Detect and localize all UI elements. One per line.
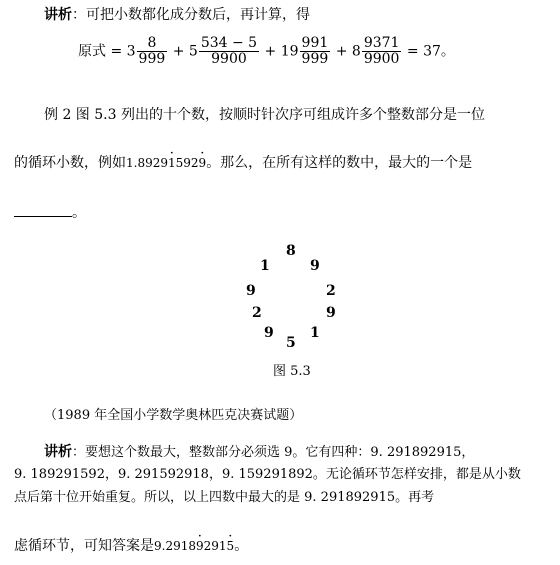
example-line-3: 。: [14, 202, 86, 222]
figure-number: 9: [246, 283, 256, 299]
source-note: （1989 年全国小学数学奥林匹克决赛试题）: [44, 408, 303, 423]
example-line-1: 例 2 图 5.3 列出的十个数，按顺时针次序可组成许多个整数部分是一位: [44, 107, 485, 123]
analysis2-line-3: 点后第十位开始重复。所以，以上四数中最大的是 9. 291892915。再考: [14, 490, 435, 505]
analysis-paragraph-1: [44, 4, 310, 24]
figure-number: 8: [286, 243, 296, 259]
figure-number: 9: [326, 305, 336, 321]
figure-caption: 图 5.3: [273, 364, 311, 379]
analysis-label: 讲析: [44, 7, 72, 23]
analysis-text: ：可把小数都化成分数后，再计算，得: [72, 7, 310, 23]
equation: [78, 36, 455, 67]
answer-blank: [14, 204, 72, 217]
analysis2-line-4: 虑循环节，可知答案是9.2918· 9291· 5。: [14, 535, 248, 555]
figure-number: 2: [326, 283, 336, 299]
figure-number: 1: [260, 258, 270, 274]
analysis-label: 讲析: [44, 444, 72, 460]
figure-number: 5: [286, 335, 296, 351]
plus-1: + 5: [172, 43, 198, 60]
figure-number: 9: [264, 325, 274, 341]
fraction-1: $\frac{8}{999}$: [138, 35, 166, 67]
fraction-2: $\frac{534 - 5}{9900}$: [200, 35, 258, 67]
plus-2: + 19: [264, 43, 299, 60]
fraction-4: $\frac{9371}{9900}$: [363, 35, 400, 67]
analysis2-line-1: 讲析：要想这个数最大，整数部分必须选 9。它有四种：9. 291892915，: [44, 444, 475, 460]
figure-number: 1: [310, 325, 320, 341]
analysis2-line-2: 9. 189291592，9. 291592918，9. 159291892。无论循环节怎样安排，都是从小数: [14, 467, 521, 482]
example-line-2: 的循环小数，例如1.8929· 1592· 9。那么，在所有这样的数中，最大的一个是: [14, 152, 472, 172]
equation-lhs: 原式 = 3: [78, 43, 136, 60]
figure-number: 9: [310, 258, 320, 274]
plus-3: + 8: [335, 43, 361, 60]
fraction-3: $\frac{991}{999}$: [301, 35, 329, 67]
equation-result: = 37。: [406, 43, 455, 60]
figure-number: 2: [252, 305, 262, 321]
